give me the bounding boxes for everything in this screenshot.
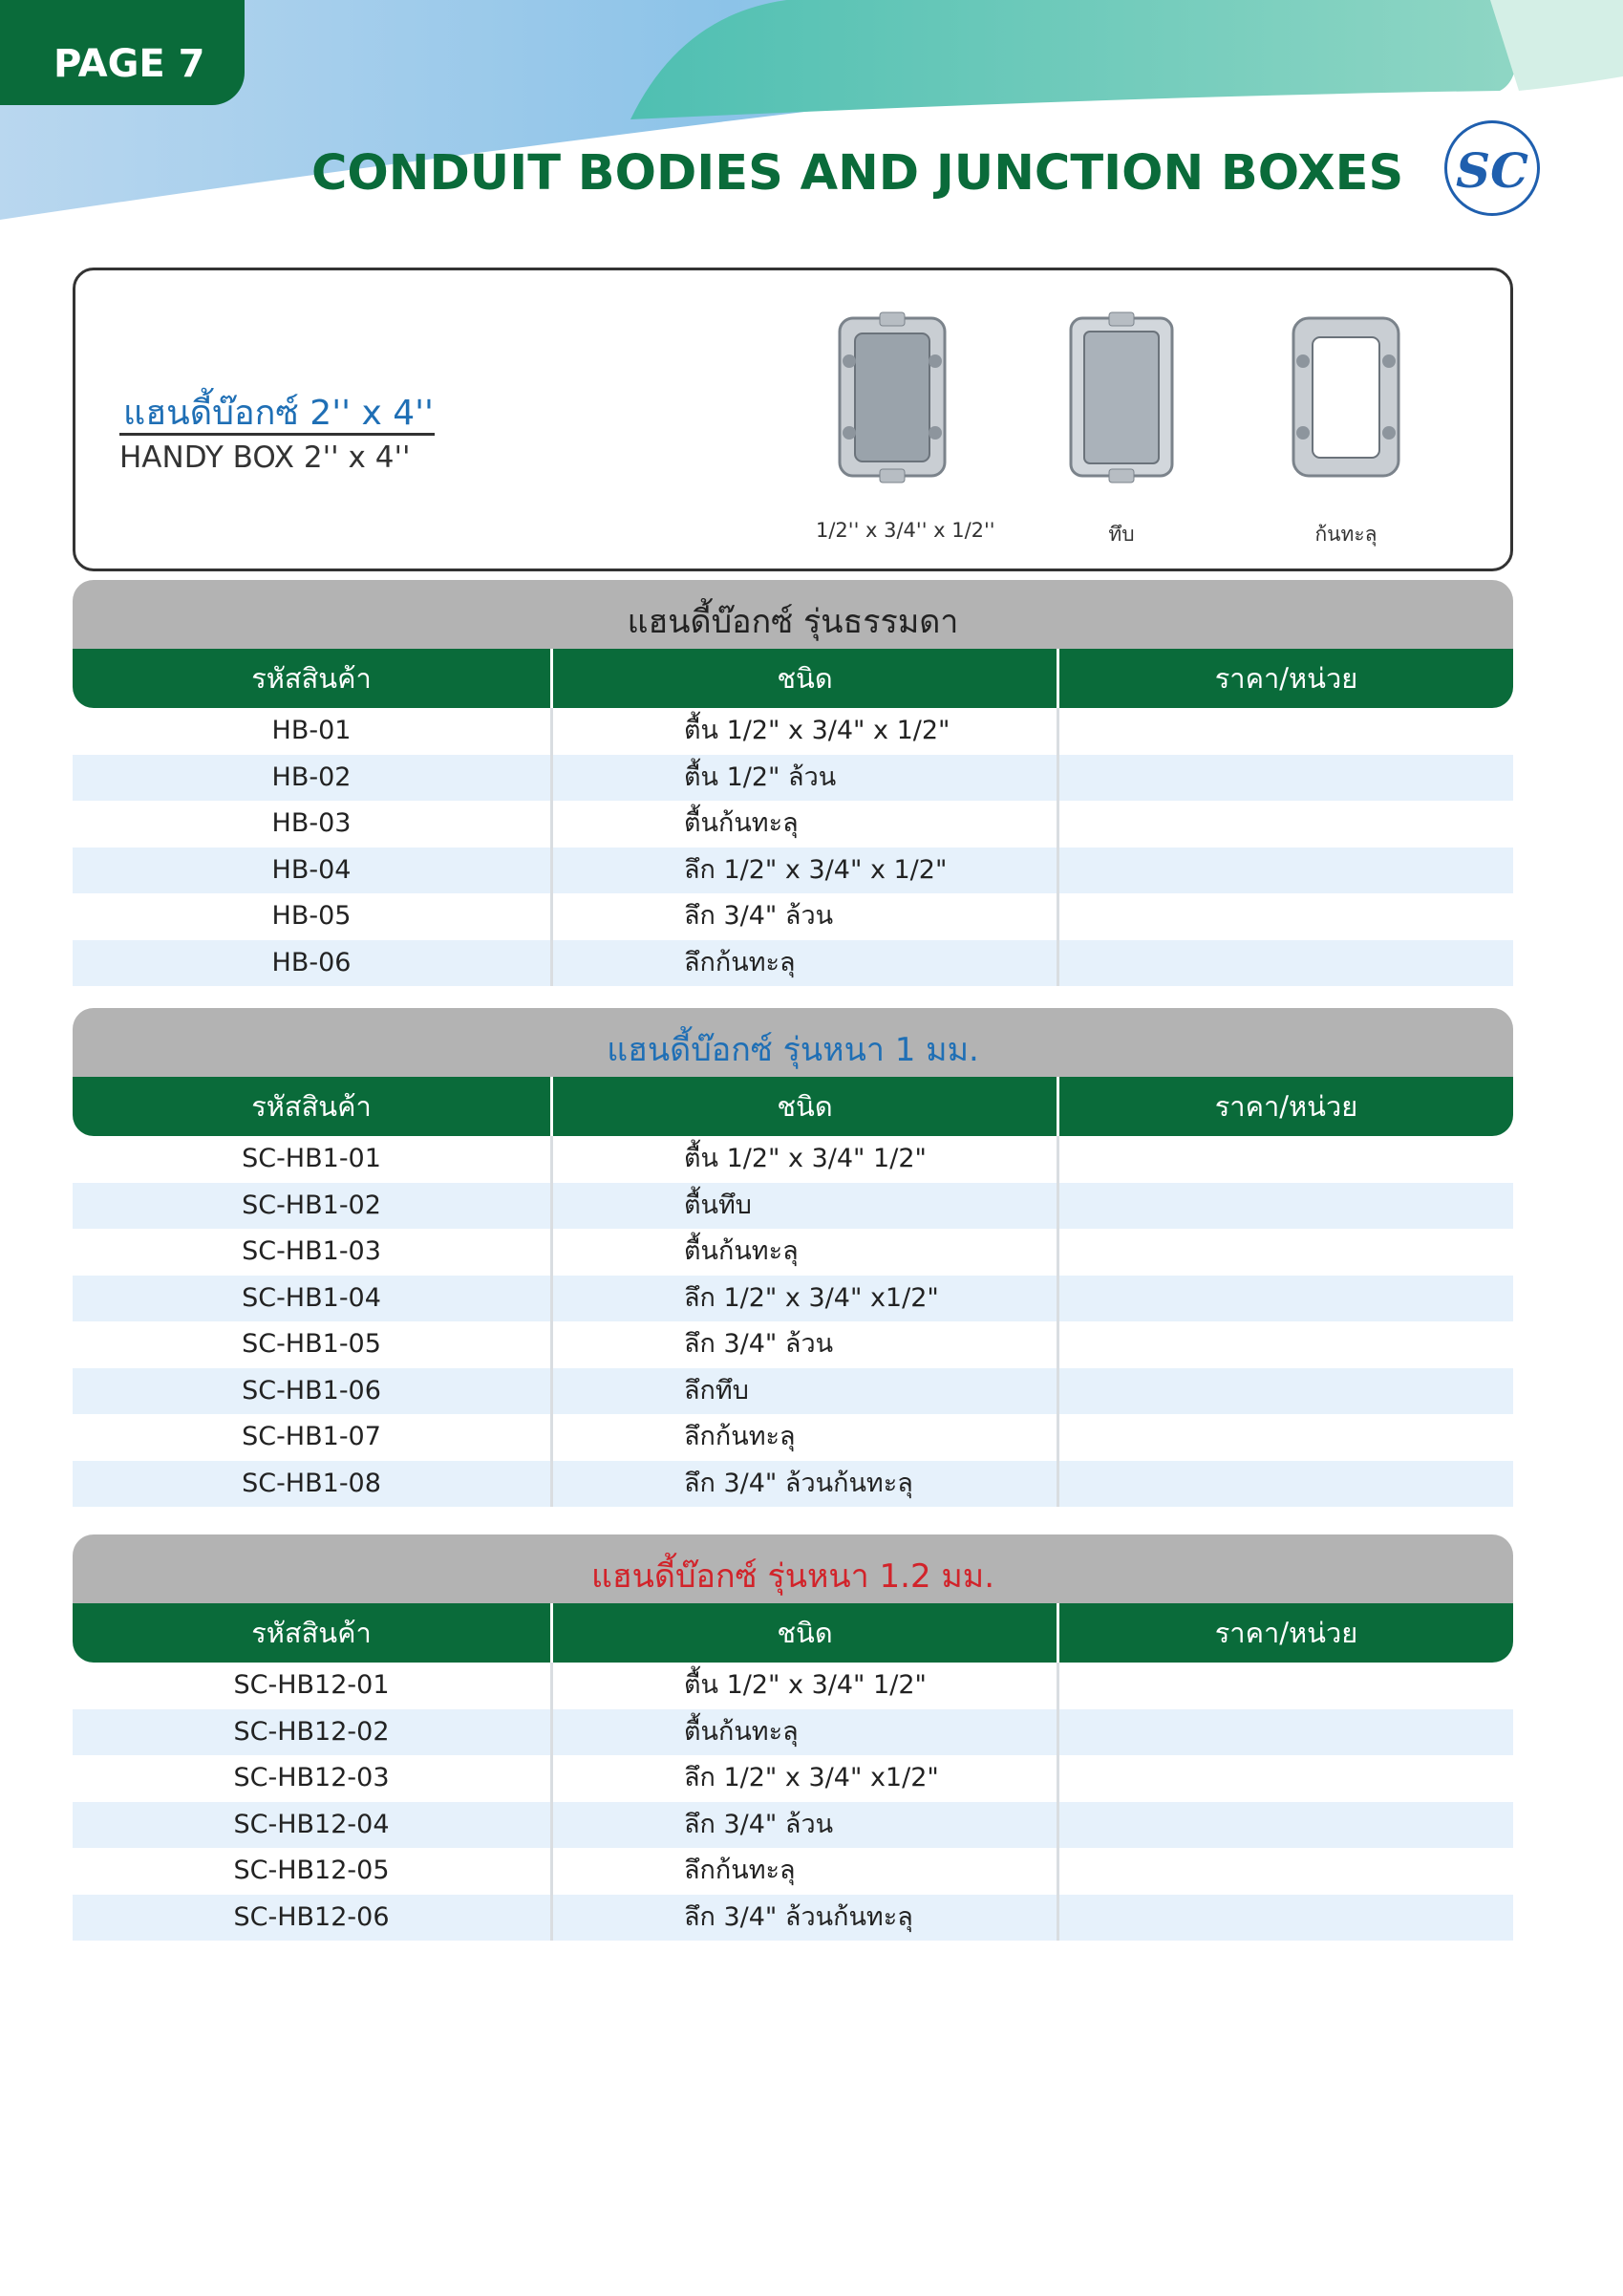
sc-logo-text: SC <box>1456 142 1528 199</box>
column-divider <box>1057 708 1059 986</box>
column-header-price: ราคา/หน่วย <box>1214 662 1358 695</box>
product-code-cell: SC-HB1-02 <box>242 1190 381 1220</box>
product-type-cell: ตื้นก้นทะลุ <box>684 1716 799 1747</box>
column-header-type: ชนิด <box>777 662 833 695</box>
column-divider <box>550 708 553 986</box>
handy-box-bottomless-icon <box>1274 309 1418 490</box>
product-type-cell: ตื้น 1/2" x 3/4" x 1/2" <box>684 716 950 745</box>
section-title: แฮนดี้บ๊อกซ์ รุ่นธรรมดา <box>627 603 959 641</box>
table-row <box>73 1755 1513 1801</box>
page-title: CONDUIT BODIES AND JUNCTION BOXES <box>311 145 1404 202</box>
product-type-cell: ลึกก้นทะลุ <box>684 1422 796 1451</box>
product-type-cell: ลึก 1/2" x 3/4" x 1/2" <box>684 854 948 885</box>
page-number-tab <box>0 0 245 105</box>
column-header-type: ชนิด <box>777 1090 833 1123</box>
product-type-cell: ตื้น 1/2" x 3/4" 1/2" <box>684 1670 927 1700</box>
table-row <box>73 755 1513 801</box>
product-code-cell: SC-HB1-03 <box>242 1236 381 1266</box>
product-name-thai: แฮนดี้บ๊อกซ์ 2'' x 4'' <box>123 394 434 433</box>
table-row <box>73 1802 1513 1848</box>
table-row <box>73 1321 1513 1367</box>
section-title: แฮนดี้บ๊อกซ์ รุ่นหนา 1.2 มม. <box>590 1557 995 1596</box>
product-code-cell: HB-02 <box>271 762 352 792</box>
product-type-cell: ลึกก้นทะลุ <box>684 1856 796 1885</box>
page-number: PAGE 7 <box>53 42 205 86</box>
column-divider <box>1057 1136 1059 1507</box>
column-header-code: รหัสสินค้า <box>251 1617 372 1649</box>
column-header-price: ราคา/หน่วย <box>1214 1617 1358 1649</box>
table-header <box>73 1603 1513 1663</box>
product-code-cell: SC-HB1-07 <box>242 1422 381 1451</box>
table-row <box>73 1276 1513 1321</box>
product-code-cell: HB-06 <box>271 947 352 977</box>
table-row <box>73 940 1513 986</box>
product-type-cell: ลึกก้นทะลุ <box>684 947 796 977</box>
table-header <box>73 1077 1513 1136</box>
table-row <box>73 1663 1513 1708</box>
table-row <box>73 1461 1513 1507</box>
product-type-cell: ลึก 3/4" ล้วนก้นทะลุ <box>684 1901 913 1932</box>
column-header-code: รหัสสินค้า <box>251 662 372 695</box>
product-code-cell: SC-HB12-05 <box>233 1856 390 1885</box>
table-row <box>73 1136 1513 1182</box>
table-row <box>73 1229 1513 1275</box>
image-caption-bottomless: ก้นทะลุ <box>1314 523 1377 546</box>
product-type-cell: ลึก 3/4" ล้วนก้นทะลุ <box>684 1468 913 1498</box>
table-row <box>73 1183 1513 1229</box>
table-row <box>73 893 1513 939</box>
column-header-code: รหัสสินค้า <box>251 1090 372 1123</box>
product-code-cell: HB-04 <box>271 854 352 885</box>
product-code-cell: SC-HB12-03 <box>233 1763 390 1792</box>
column-header-type: ชนิด <box>777 1617 833 1649</box>
product-type-cell: ลึกทึบ <box>684 1375 749 1405</box>
product-type-cell: ตื้นก้นทะลุ <box>684 1236 799 1266</box>
product-code-cell: SC-HB1-06 <box>242 1375 381 1405</box>
table-row <box>73 1895 1513 1941</box>
column-divider <box>550 1663 553 1941</box>
column-header-price: ราคา/หน่วย <box>1214 1090 1358 1123</box>
table-row <box>73 801 1513 847</box>
column-divider <box>1057 1663 1059 1941</box>
product-type-cell: ตื้นก้นทะลุ <box>684 808 799 838</box>
product-code-cell: SC-HB12-04 <box>233 1809 390 1839</box>
product-code-cell: SC-HB1-01 <box>242 1144 381 1173</box>
table-row <box>73 708 1513 754</box>
table-row <box>73 1848 1513 1894</box>
table-row <box>73 1709 1513 1755</box>
product-code-cell: SC-HB1-08 <box>242 1468 381 1498</box>
product-code-cell: SC-HB12-01 <box>233 1670 390 1700</box>
table-header <box>73 649 1513 708</box>
product-type-cell: ลึก 3/4" ล้วน <box>684 1329 834 1359</box>
product-type-cell: ตื้น 1/2" x 3/4" 1/2" <box>684 1144 927 1173</box>
product-code-cell: HB-05 <box>271 901 352 931</box>
product-name-divider <box>119 433 435 436</box>
product-box <box>73 268 1513 571</box>
product-code-cell: SC-HB1-04 <box>242 1282 381 1313</box>
product-type-cell: ตื้นทึบ <box>684 1190 752 1220</box>
product-code-cell: HB-03 <box>271 808 352 838</box>
product-code-cell: SC-HB12-06 <box>233 1901 390 1932</box>
product-name-english: HANDY BOX 2'' x 4'' <box>119 440 411 475</box>
product-type-cell: ตื้น 1/2" ล้วน <box>684 762 837 792</box>
section-title: แฮนดี้บ๊อกซ์ รุ่นหนา 1 มม. <box>607 1031 979 1069</box>
column-divider <box>550 1136 553 1507</box>
handy-box-solid-icon <box>1050 309 1193 490</box>
product-type-cell: ลึก 3/4" ล้วน <box>684 1809 834 1839</box>
table-row <box>73 848 1513 893</box>
product-code-cell: SC-HB1-05 <box>242 1329 381 1359</box>
product-code-cell: SC-HB12-02 <box>233 1716 390 1747</box>
product-type-cell: ลึก 1/2" x 3/4" x1/2" <box>684 1282 939 1313</box>
sc-logo <box>1444 120 1540 216</box>
product-type-cell: ลึก 3/4" ล้วน <box>684 901 834 931</box>
handy-box-knockout-icon <box>821 309 964 490</box>
image-caption-knockout: 1/2'' x 3/4'' x 1/2'' <box>816 519 995 542</box>
table-row <box>73 1368 1513 1414</box>
table-row <box>73 1414 1513 1460</box>
image-caption-solid: ทึบ <box>1108 523 1135 546</box>
product-type-cell: ลึก 1/2" x 3/4" x1/2" <box>684 1763 939 1792</box>
product-code-cell: HB-01 <box>271 716 352 745</box>
